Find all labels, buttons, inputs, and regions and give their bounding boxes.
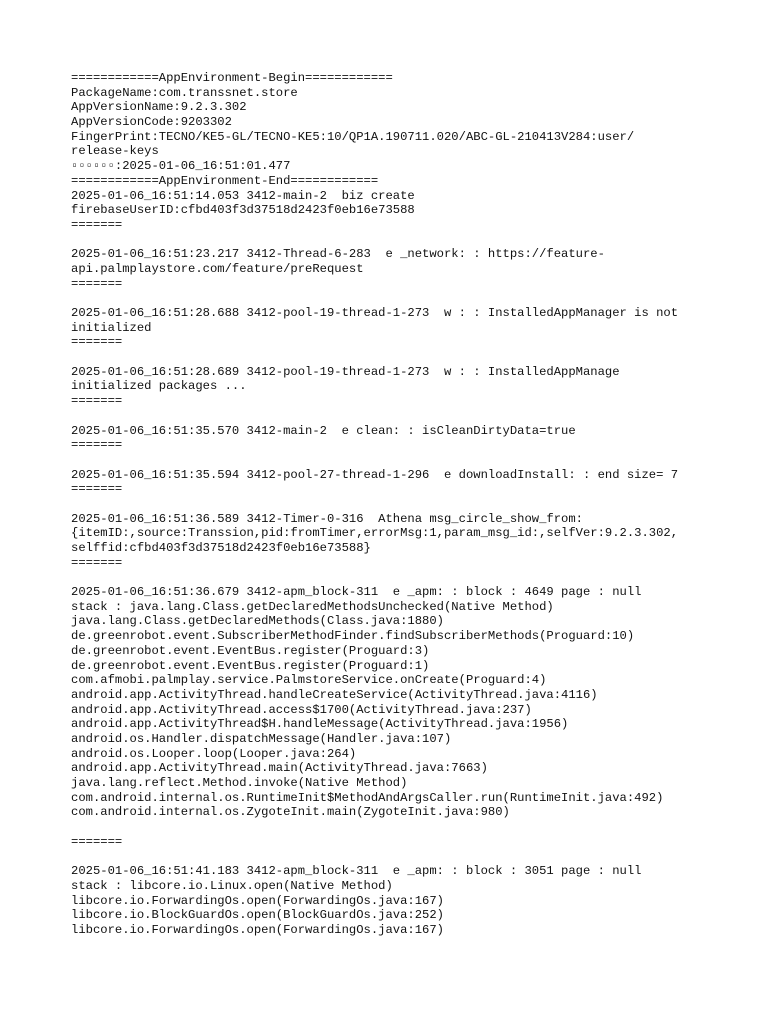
log-line: PackageName:com.transsnet.store <box>71 85 298 100</box>
blank-line <box>71 453 711 468</box>
log-line: ▫▫▫▫▫▫:2025-01-06_16:51:01.477 <box>71 159 291 174</box>
log-line: com.android.internal.os.RuntimeInit$MethodAndArgsCaller.run(RuntimeInit.java:492) <box>71 790 664 805</box>
log-line: ======= <box>71 276 123 291</box>
log-line: ======= <box>71 217 123 232</box>
blank-line <box>71 849 711 864</box>
log-line: android.os.Looper.loop(Looper.java:264) <box>71 746 357 761</box>
log-line: android.app.ActivityThread.access$1700(ActivityThread.java:237) <box>71 702 532 717</box>
log-line: ============AppEnvironment-End============ <box>71 173 379 188</box>
log-line: android.app.ActivityThread.handleCreateService(ActivityThread.java:4116) <box>71 687 598 702</box>
log-line: release-keys <box>71 144 159 159</box>
blank-line <box>71 570 711 585</box>
log-line: com.android.internal.os.ZygoteInit.main(ZygoteInit.java:980) <box>71 805 510 820</box>
log-line: 2025-01-06_16:51:23.217 3412-Thread-6-283 e _network: : https://feature- <box>71 247 605 262</box>
log-line: firebaseUserID:cfbd403f3d37518d2423f0eb16e73588 <box>71 203 415 218</box>
blank-line <box>71 497 711 512</box>
log-line: android.app.ActivityThread.main(ActivityThread.java:7663) <box>71 761 488 776</box>
log-line: ======= <box>71 834 123 849</box>
blank-line <box>71 820 711 835</box>
blank-line <box>71 233 711 248</box>
log-line: AppVersionName:9.2.3.302 <box>71 100 247 115</box>
log-line: initialized <box>71 320 152 335</box>
log-line: 2025-01-06_16:51:41.183 3412-apm_block-311 e _apm: : block : 3051 page : null <box>71 864 642 879</box>
log-line: android.app.ActivityThread$H.handleMessage(ActivityThread.java:1956) <box>71 717 569 732</box>
log-line: ======= <box>71 555 123 570</box>
log-line: stack : java.lang.Class.getDeclaredMethodsUnchecked(Native Method) <box>71 599 554 614</box>
blank-line <box>71 409 711 424</box>
log-line: 2025-01-06_16:51:28.689 3412-pool-19-thread-1-273 w : : InstalledAppManage <box>71 364 620 379</box>
log-line: ======= <box>71 394 123 409</box>
log-line: de.greenrobot.event.SubscriberMethodFinder.findSubscriberMethods(Proguard:10) <box>71 629 635 644</box>
log-line: {itemID:,source:Transsion,pid:fromTimer,errorMsg:1,param_msg_id:,selfVer:9.2.3.302, <box>71 526 679 541</box>
log-document <box>71 71 711 938</box>
log-line: AppVersionCode:9203302 <box>71 115 232 130</box>
log-line: de.greenrobot.event.EventBus.register(Proguard:3) <box>71 643 430 658</box>
log-line: ======= <box>71 482 123 497</box>
log-line: selffid:cfbd403f3d37518d2423f0eb16e73588} <box>71 541 371 555</box>
log-line: java.lang.reflect.Method.invoke(Native Method) <box>71 776 408 790</box>
log-line: 2025-01-06_16:51:28.688 3412-pool-19-thread-1-273 w : : InstalledAppManager is not <box>71 306 679 320</box>
blank-line <box>71 350 711 365</box>
log-line: ======= <box>71 438 123 453</box>
log-line: initialized packages ... <box>71 379 247 394</box>
log-line: stack : libcore.io.Linux.open(Native Method) <box>71 878 393 893</box>
log-line: com.afmobi.palmplay.service.PalmstoreService.onCreate(Proguard:4) <box>71 673 547 688</box>
log-line: android.os.Handler.dispatchMessage(Handler.java:107) <box>71 731 452 746</box>
log-line: 2025-01-06_16:51:36.679 3412-apm_block-311 e _apm: : block : 4649 page : null <box>71 585 642 600</box>
log-line: ============AppEnvironment-Begin============ <box>71 71 393 85</box>
log-line: de.greenrobot.event.EventBus.register(Proguard:1) <box>71 658 430 673</box>
log-line: 2025-01-06_16:51:14.053 3412-main-2 biz create <box>71 188 415 203</box>
log-line: libcore.io.BlockGuardOs.open(BlockGuardOs.java:252) <box>71 908 444 923</box>
log-line: api.palmplaystore.com/feature/preRequest <box>71 261 364 276</box>
log-line: libcore.io.ForwardingOs.open(ForwardingOs.java:167) <box>71 922 444 937</box>
log-line: 2025-01-06_16:51:36.589 3412-Timer-0-316 Athena msg_circle_show_from: <box>71 511 583 526</box>
log-line: 2025-01-06_16:51:35.594 3412-pool-27-thread-1-296 e downloadInstall: : end size= 7 <box>71 467 679 482</box>
blank-line <box>71 291 711 306</box>
log-line: 2025-01-06_16:51:35.570 3412-main-2 e clean: : isCleanDirtyData=true <box>71 423 576 438</box>
log-line: libcore.io.ForwardingOs.open(ForwardingOs.java:167) <box>71 893 444 908</box>
log-line: java.lang.Class.getDeclaredMethods(Class.java:1880) <box>71 614 444 629</box>
log-line: ======= <box>71 335 123 350</box>
log-line: FingerPrint:TECNO/KE5-GL/TECNO-KE5:10/QP1A.190711.020/ABC-GL-210413V284:user/ <box>71 129 635 144</box>
